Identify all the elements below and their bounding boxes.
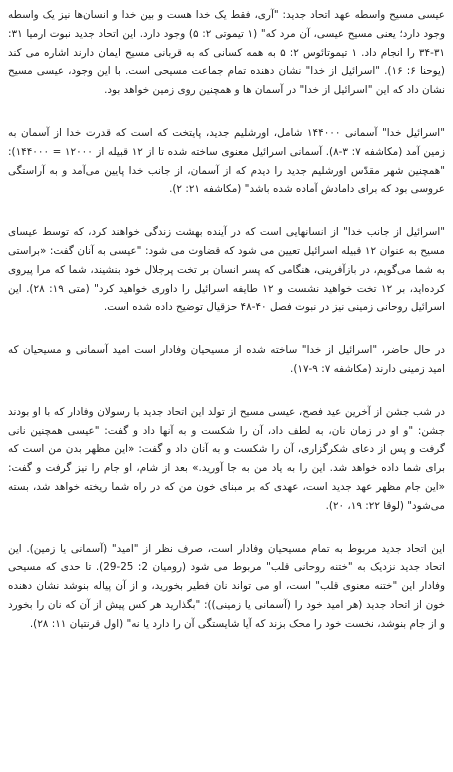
paragraph-heavenly-israel: "اسرائیل خدا" آسمانی ۱۴۴۰۰۰ شامل، اورشلیم جدید، پایتخت که است که قدرت خدا از آسمان به زمین آمد (مکاشفه ۷: ۳-۸). آسمانی اسرائیل معنوی ساخته شده تا از ۱۲ قبیله از ۱۲۰۰۰ = ۱۴۴۰۰۰): "همچنین شهر مقدّس اورشلیم جدید را دیدم که از آسمان، از جانب خدا پایین می‌آمد و به آراستگی عروسی بود که برای دامادش آماده شده باشد" (مکاشفه ۲۱: ۲).	[8, 126, 445, 196]
paragraph-last-passover: در شب جشن از آخرین عید فصح، عیسی مسیح از تولد این اتحاد جدید با رسولان وفادار که با او بودند جشن: "و او در زمان نان، به لطف داد، آن را شکست و به آنها داد و گفت: "عیسی همچنین نانی گرفت و پس از دعای شکرگزاری، آن را شکست و به آنان داد و گفت: «این مظهر بدن من است که برای شما داده خواهد شد. این را به یاد من به جا آورید.» بعد از شام، او جام را نیز گرفت و گفت: «این جام مظهر عهد جدید است، عهدی که بر مبنای خون من که در راه شما ریخته خواهد شد، بسته می‌شود" (لوقا ۲۲: ۱۹، ۲۰).	[8, 405, 445, 512]
paragraph-present-time: در حال حاضر، "اسرائیل از خدا" ساخته شده از مسیحیان وفادار است امید آسمانی و مسیحیان که امید زمینی دارند (مکاشفه ۷: ۹-۱۷).	[8, 344, 445, 375]
paragraph-new-covenant: این اتحاد جدید مربوط به تمام مسیحیان وفادار است، صرف نظر از "امید" (آسمانی یا زمین). این اتحاد جدید نزدیک به "ختنه روحانی قلب" مربوط می شود (رومیان 2: 25-29). تا حدی که مسیحی وفادار این "ختنه معنوی قلب" است، او می تواند نان فطیر بخورید، و از آن پیاله بنوشد نشان دهنده خون از اتحاد جدید (هر امید خود را (آسمانی یا زمینی)): "بگذارید هر کس پیش از آن که نان را بخورد و از جام بنوشد، نخست خود را محک بزند که آیا شایستگی آن را دارد یا نه" (اول قرنتیان ۱۱: ۲۸).	[8, 542, 445, 630]
paragraph-earthly-israel: "اسرائیل از جانب خدا" از انسانهایی است که در آینده بهشت زندگی خواهند کرد، که توسط عیسای مسیح به عنوان ۱۲ قبیله اسرائیل تعیین می شود که قضاوت می شود: "عیسی به آنان گفت: «براستی به شما می‌گویم، در بازآفرینی، هنگامی که پسر انسان بر تخت پرجلال خود بنشیند، شما که مرا پیروی کرده‌اید، بر ۱۲ تخت خواهید نشست و ۱۲ طایفه اسرائیل را داوری خواهید کرد" (متی ۱۹: ۲۸). این اسرائیل روحانی زمینی نیز در نبوت فصل ۴۰-۴۸ حزقیال توضیح داده شده است.	[8, 226, 445, 314]
paragraph-mediator: عیسی مسیح واسطه عهد اتحاد جدید: "آری، فقط یک خدا هست و بین خدا و انسان‌ها نیز یک واسطه وجود دارد؛ یعنی مسیح عیسی، آن مرد که" (۱ تیموتی ۲: ۵) وجود دارد. این اتحاد جدید نبوت ارمیا ۳۱: ۳۱-۳۴ را انجام داد. ۱ تیموتائوس ۲: ۵ به همه کسانی که به قربانی مسیح ایمان دارند اشاره می کند (یوحنا ۶: ۱۶). "اسرائیل از خدا" نشان دهنده تمام جماعت مسیحی است. با این وجود، عیسی مسیح نشان داد که این "اسرائیل از خدا" در آسمان ها و همچنین روی زمین خواهد بود.	[8, 9, 445, 97]
